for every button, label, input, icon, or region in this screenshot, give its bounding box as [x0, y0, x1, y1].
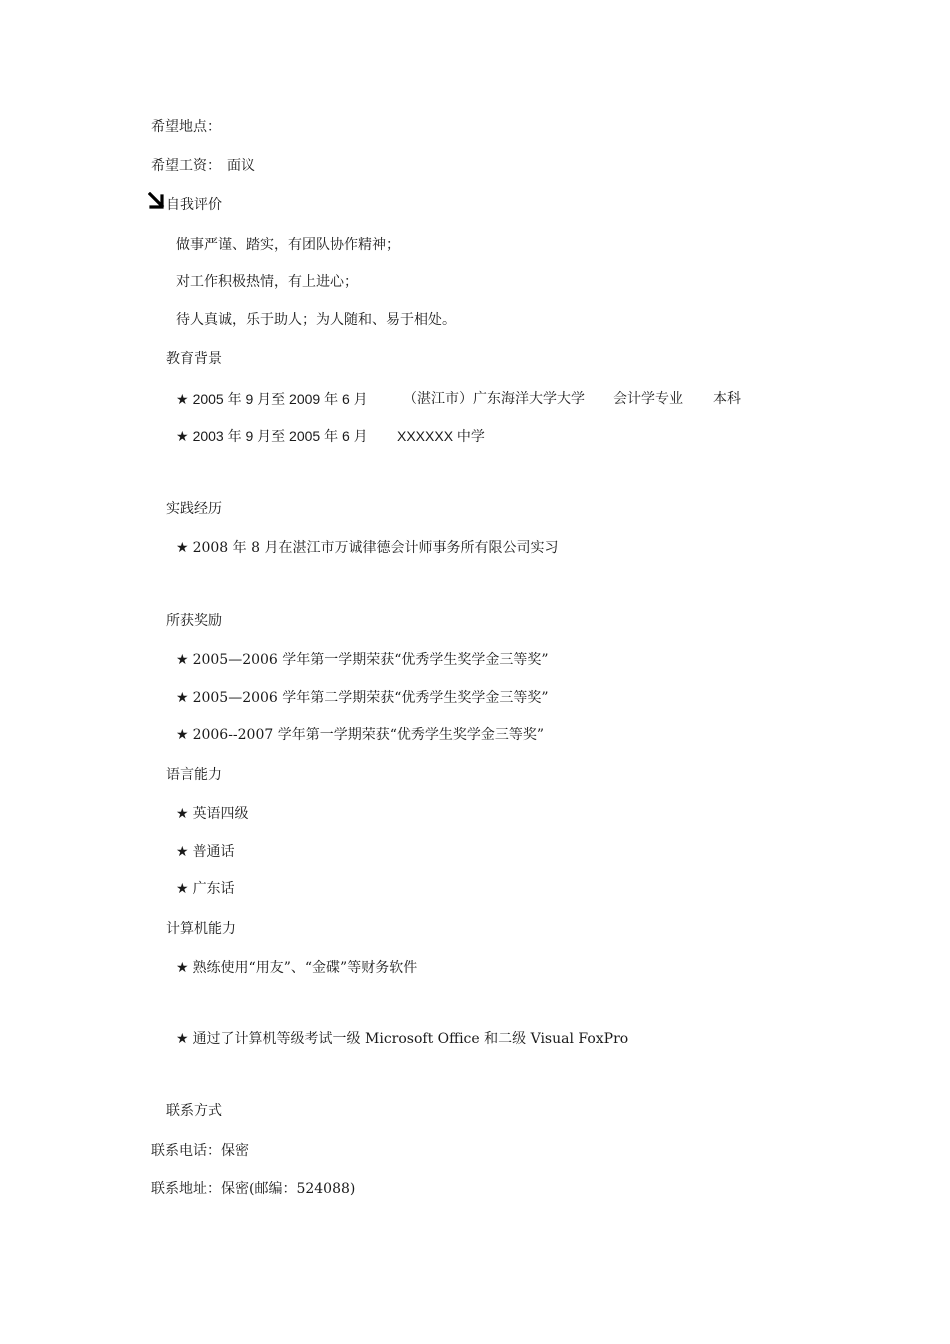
- computer-text: 通过了计算机等级考试一级 Microsoft Office 和二级 Visual FoxPro: [192, 1031, 629, 1047]
- self-eval-item: 对工作积极热情，有上进心；: [176, 274, 358, 290]
- star-icon: ★: [176, 844, 189, 860]
- practice-heading: 实践经历: [166, 501, 222, 517]
- award-item: [176, 726, 544, 744]
- education-heading: 教育背景: [166, 351, 222, 367]
- desired-salary: [151, 157, 255, 175]
- star-icon: ★: [176, 429, 189, 445]
- education-item: [176, 427, 368, 446]
- language-text: 英语四级: [192, 806, 249, 822]
- self-eval-item: 做事严谨、踏实，有团队协作精神；: [176, 237, 400, 253]
- star-icon: ★: [176, 881, 189, 897]
- star-icon: ★: [176, 1031, 189, 1047]
- education-period: 2003 年 9 月至 2005 年 6 月: [192, 428, 368, 444]
- star-icon: ★: [176, 392, 189, 408]
- arrow-down-right-icon: [148, 192, 166, 210]
- desired-location-label: 希望地点：: [151, 119, 221, 135]
- education-major: 会计学专业: [613, 391, 683, 407]
- star-icon: ★: [176, 960, 189, 976]
- award-item: [176, 689, 549, 707]
- practice-item: [176, 539, 558, 557]
- desired-salary-label: 希望工资：: [151, 158, 221, 174]
- computer-heading: 计算机能力: [166, 921, 236, 937]
- award-text: 2005—2006 学年第一学期荣获“优秀学生奖学金三等奖”: [192, 652, 549, 668]
- language-heading: 语言能力: [166, 767, 222, 783]
- award-text: 2005—2006 学年第二学期荣获“优秀学生奖学金三等奖”: [192, 690, 549, 706]
- language-item: [176, 880, 235, 898]
- award-item: [176, 651, 549, 669]
- contact-phone: 联系电话：保密: [151, 1143, 249, 1159]
- star-icon: ★: [176, 652, 189, 668]
- star-icon: ★: [176, 540, 189, 556]
- language-item: [176, 843, 235, 861]
- star-icon: ★: [176, 727, 189, 743]
- contact-heading: 联系方式: [166, 1103, 222, 1119]
- computer-text: 熟练使用“用友”、“金碟”等财务软件: [192, 960, 418, 976]
- computer-item: [176, 959, 417, 977]
- language-text: 广东话: [192, 881, 235, 897]
- star-icon: ★: [176, 806, 189, 822]
- practice-text: 2008 年 8 月在湛江市万诚律德会计师事务所有限公司实习: [192, 540, 559, 556]
- education-school: （湛江市）广东海洋大学大学: [403, 391, 585, 407]
- self-eval-item: 待人真诚，乐于助人；为人随和、易于相处。: [176, 312, 456, 328]
- language-item: [176, 805, 249, 823]
- education-item: [176, 390, 368, 409]
- education-degree: 本科: [713, 391, 741, 407]
- star-icon: ★: [176, 690, 189, 706]
- awards-heading: 所获奖励: [166, 613, 222, 629]
- award-text: 2006--2007 学年第一学期荣获“优秀学生奖学金三等奖”: [192, 727, 545, 743]
- education-school: XXXXXX 中学: [397, 428, 485, 444]
- self-eval-heading: 自我评价: [166, 197, 222, 213]
- language-text: 普通话: [192, 844, 235, 860]
- desired-salary-value: 面议: [227, 158, 255, 174]
- contact-address: 联系地址：保密(邮编：524088): [151, 1181, 356, 1197]
- computer-item: [176, 1030, 628, 1048]
- education-period: 2005 年 9 月至 2009 年 6 月: [192, 391, 368, 407]
